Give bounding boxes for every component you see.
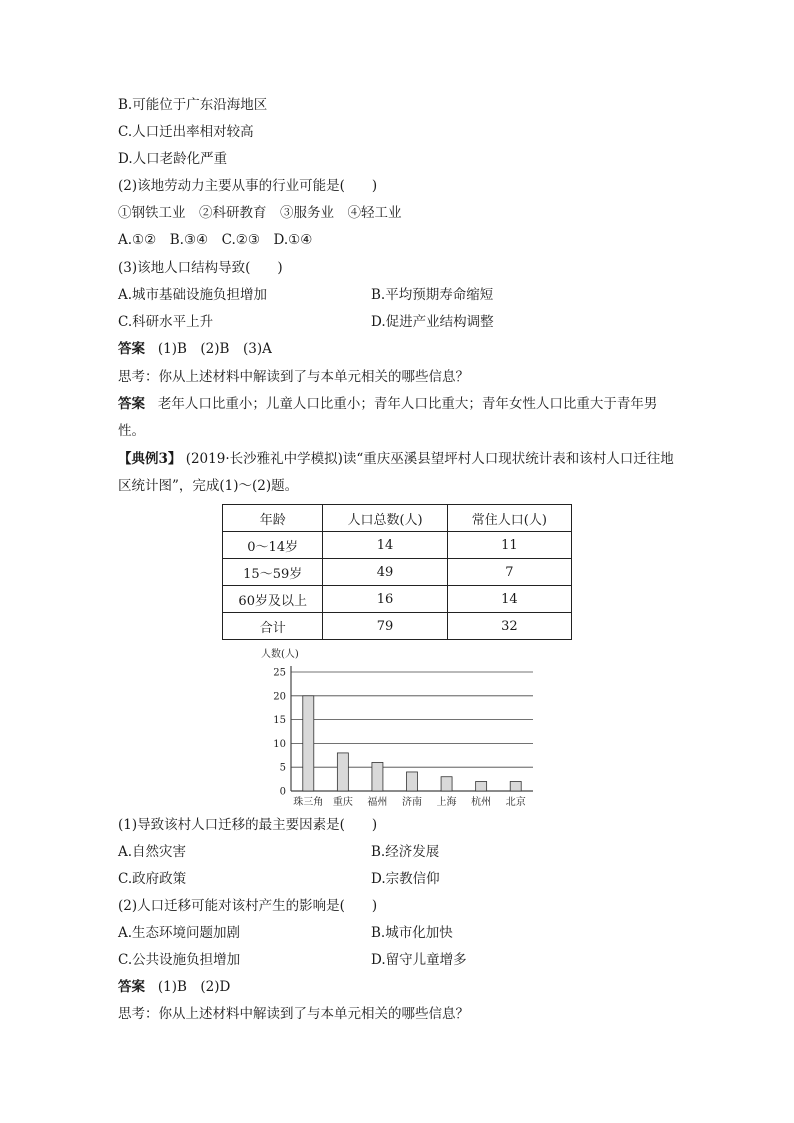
q4-option-b: B.经济发展	[371, 844, 440, 860]
chart-bar	[407, 772, 418, 791]
q5-option-b: B.城市化加快	[371, 925, 453, 941]
table-header: 年龄	[223, 505, 323, 532]
y-tick-label: 10	[273, 738, 286, 750]
table-cell: 15～59岁	[223, 559, 323, 586]
table-row	[223, 532, 572, 559]
chart-bar	[441, 777, 452, 791]
chart-bar	[303, 696, 314, 791]
table-cell: 60岁及以上	[223, 586, 323, 613]
chart-bar	[476, 781, 487, 791]
example-3-cont: 区统计图”，完成(1)～(2)题。	[118, 478, 299, 494]
table-cell: 79	[323, 613, 447, 640]
answer-2-cont: 性。	[118, 423, 145, 439]
q4-option-a: A.自然灾害	[118, 844, 187, 860]
q4-option-c: C.政府政策	[118, 871, 187, 887]
table-header: 人口总数(人)	[323, 505, 447, 532]
q2-stem: (2)该地劳动力主要从事的行业可能是( )	[118, 178, 378, 194]
x-tick-label: 重庆	[332, 797, 353, 808]
table-cell: 32	[447, 613, 571, 640]
table-cell: 11	[447, 532, 571, 559]
y-tick-label: 25	[273, 667, 286, 679]
table-cell: 合计	[223, 613, 323, 640]
q3-option-c: C.科研水平上升	[118, 314, 214, 330]
chart-bar	[510, 781, 521, 791]
table-header: 常住人口(人)	[447, 505, 571, 532]
q5-option-d: D.留守儿童增多	[371, 952, 467, 968]
example-3-heading	[118, 449, 674, 469]
table-cell: 14	[323, 532, 447, 559]
y-tick-label: 20	[273, 691, 286, 703]
table-cell: 16	[323, 586, 447, 613]
think-1: 思考：你从上述材料中解读到了与本单元相关的哪些信息？	[118, 369, 469, 385]
chart-bar	[372, 762, 383, 791]
q3-option-b: B.平均预期寿命缩短	[371, 287, 494, 303]
y-tick-label: 15	[273, 715, 286, 727]
table-row	[223, 613, 572, 640]
migration-bar-chart	[255, 644, 545, 810]
table-cell: 49	[323, 559, 447, 586]
answer-label: 答案	[118, 979, 145, 995]
table-row	[223, 586, 572, 613]
x-tick-label: 北京	[505, 797, 526, 808]
q2-choices: A.①② B.③④ C.②③ D.①④	[118, 232, 313, 248]
table-cell: 7	[447, 559, 571, 586]
option-b: B.可能位于广东沿海地区	[118, 97, 268, 113]
answer-text: (1)B (2)D	[157, 979, 231, 995]
think-2: 思考：你从上述材料中解读到了与本单元相关的哪些信息？	[118, 1006, 469, 1022]
chart-y-label: 人数(人)	[261, 649, 299, 660]
q4-stem: (1)导致该村人口迁移的最主要因素是( )	[118, 817, 378, 833]
q5-option-a: A.生态环境问题加剧	[118, 925, 241, 941]
q3-option-a: A.城市基础设施负担增加	[118, 287, 268, 303]
answer-1	[118, 339, 272, 359]
example-intro: (2019·长沙雅礼中学模拟)读“重庆巫溪县望坪村人口现状统计表和该村人口迁往地	[185, 451, 674, 467]
q3-stem: (3)该地人口结构导致( )	[118, 260, 283, 276]
x-tick-label: 福州	[367, 797, 388, 808]
x-tick-label: 上海	[436, 797, 457, 808]
table-cell: 0～14岁	[223, 532, 323, 559]
q2-items: ①钢铁工业 ②科研教育 ③服务业 ④轻工业	[118, 205, 402, 221]
q5-stem: (2)人口迁移可能对该村产生的影响是( )	[118, 898, 378, 914]
example-tag: 【典例3】	[118, 451, 182, 467]
answer-label: 答案	[118, 341, 145, 357]
y-tick-label: 5	[279, 762, 286, 774]
q5-option-c: C.公共设施负担增加	[118, 952, 241, 968]
option-d: D.人口老龄化严重	[118, 151, 228, 167]
y-tick-label: 0	[279, 786, 286, 798]
population-table	[222, 504, 572, 640]
table-cell: 14	[447, 586, 571, 613]
q4-option-d: D.宗教信仰	[371, 871, 440, 887]
answer-text: (1)B (2)B (3)A	[157, 341, 272, 357]
answer-label: 答案	[118, 396, 145, 412]
x-tick-label: 济南	[402, 797, 422, 808]
q3-option-d: D.促进产业结构调整	[371, 314, 494, 330]
answer-3	[118, 977, 230, 997]
x-tick-label: 珠三角	[293, 797, 324, 808]
table-row	[223, 559, 572, 586]
chart-bar	[337, 753, 348, 791]
x-tick-label: 杭州	[471, 797, 492, 808]
option-c: C.人口迁出率相对较高	[118, 124, 254, 140]
answer-text: 老年人口比重小；儿童人口比重小；青年人口比重大；青年女性人口比重大于青年男	[157, 396, 658, 412]
table-header-row	[223, 505, 572, 532]
answer-2	[118, 394, 657, 414]
